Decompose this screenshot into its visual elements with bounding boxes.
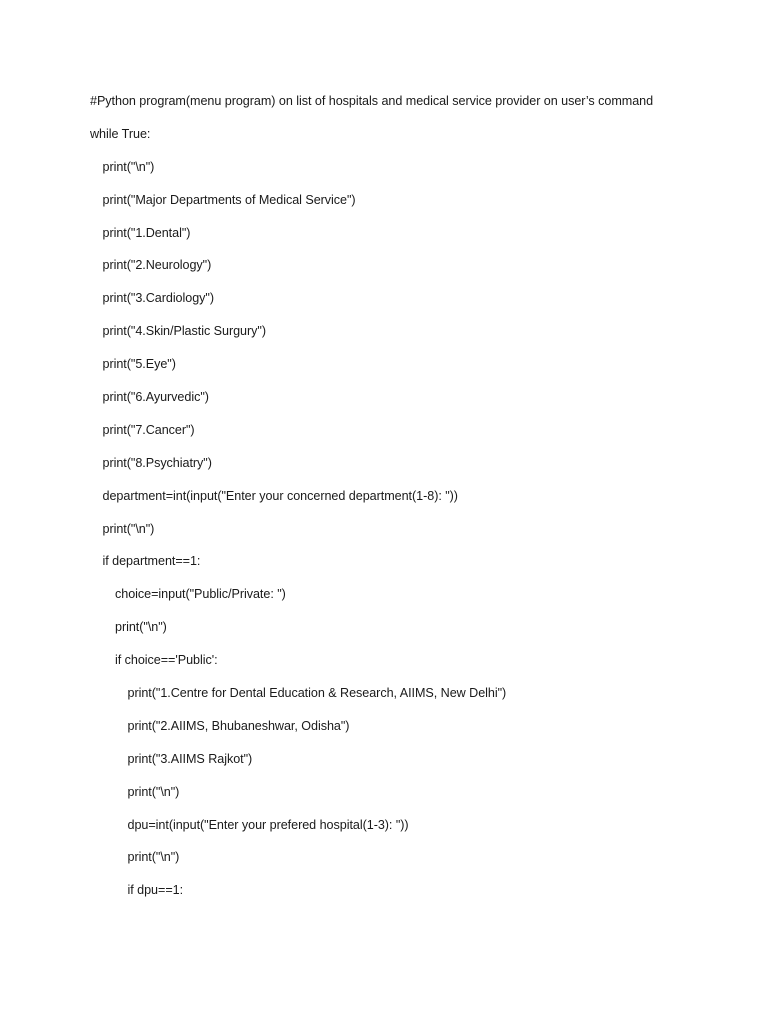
- code-line: print("\n"): [102, 521, 155, 536]
- code-line: department=int(input("Enter your concerned department(1-8): ")): [102, 488, 458, 503]
- code-line: dpu=int(input("Enter your prefered hospital(1-3): ")): [127, 817, 409, 832]
- code-line: if choice=='Public':: [115, 653, 218, 668]
- code-line: if department==1:: [102, 554, 201, 569]
- code-line: print("\n"): [115, 620, 167, 635]
- code-line: choice=input("Public/Private: "): [115, 587, 286, 602]
- code-line: print("5.Eye"): [102, 357, 176, 372]
- code-line: print("\n"): [127, 850, 180, 865]
- code-line: while True:: [90, 126, 151, 141]
- code-line: print("\n"): [127, 784, 180, 799]
- code-line: print("2.Neurology"): [102, 258, 212, 273]
- code-line: print("6.Ayurvedic"): [102, 390, 209, 405]
- code-line: print("7.Cancer"): [102, 422, 195, 437]
- code-line: print("4.Skin/Plastic Surgury"): [102, 324, 266, 339]
- code-line: print("1.Dental"): [102, 225, 191, 240]
- code-line: #Python program(menu program) on list of hospitals and medical service provider on user’s command: [90, 94, 654, 108]
- code-line: print("8.Psychiatry"): [102, 455, 212, 470]
- code-line: if dpu==1:: [127, 883, 184, 898]
- code-line: print("\n"): [102, 159, 155, 174]
- code-line: print("3.Cardiology"): [102, 291, 214, 306]
- code-line: print("1.Centre for Dental Education & Research, AIIMS, New Delhi"): [127, 686, 507, 701]
- code-line: print("Major Departments of Medical Service"): [102, 192, 356, 207]
- code-line: print("3.AIIMS Rajkot"): [127, 751, 253, 766]
- code-line: print("2.AIIMS, Bhubaneshwar, Odisha"): [127, 718, 350, 733]
- document-body: [90, 92, 730, 914]
